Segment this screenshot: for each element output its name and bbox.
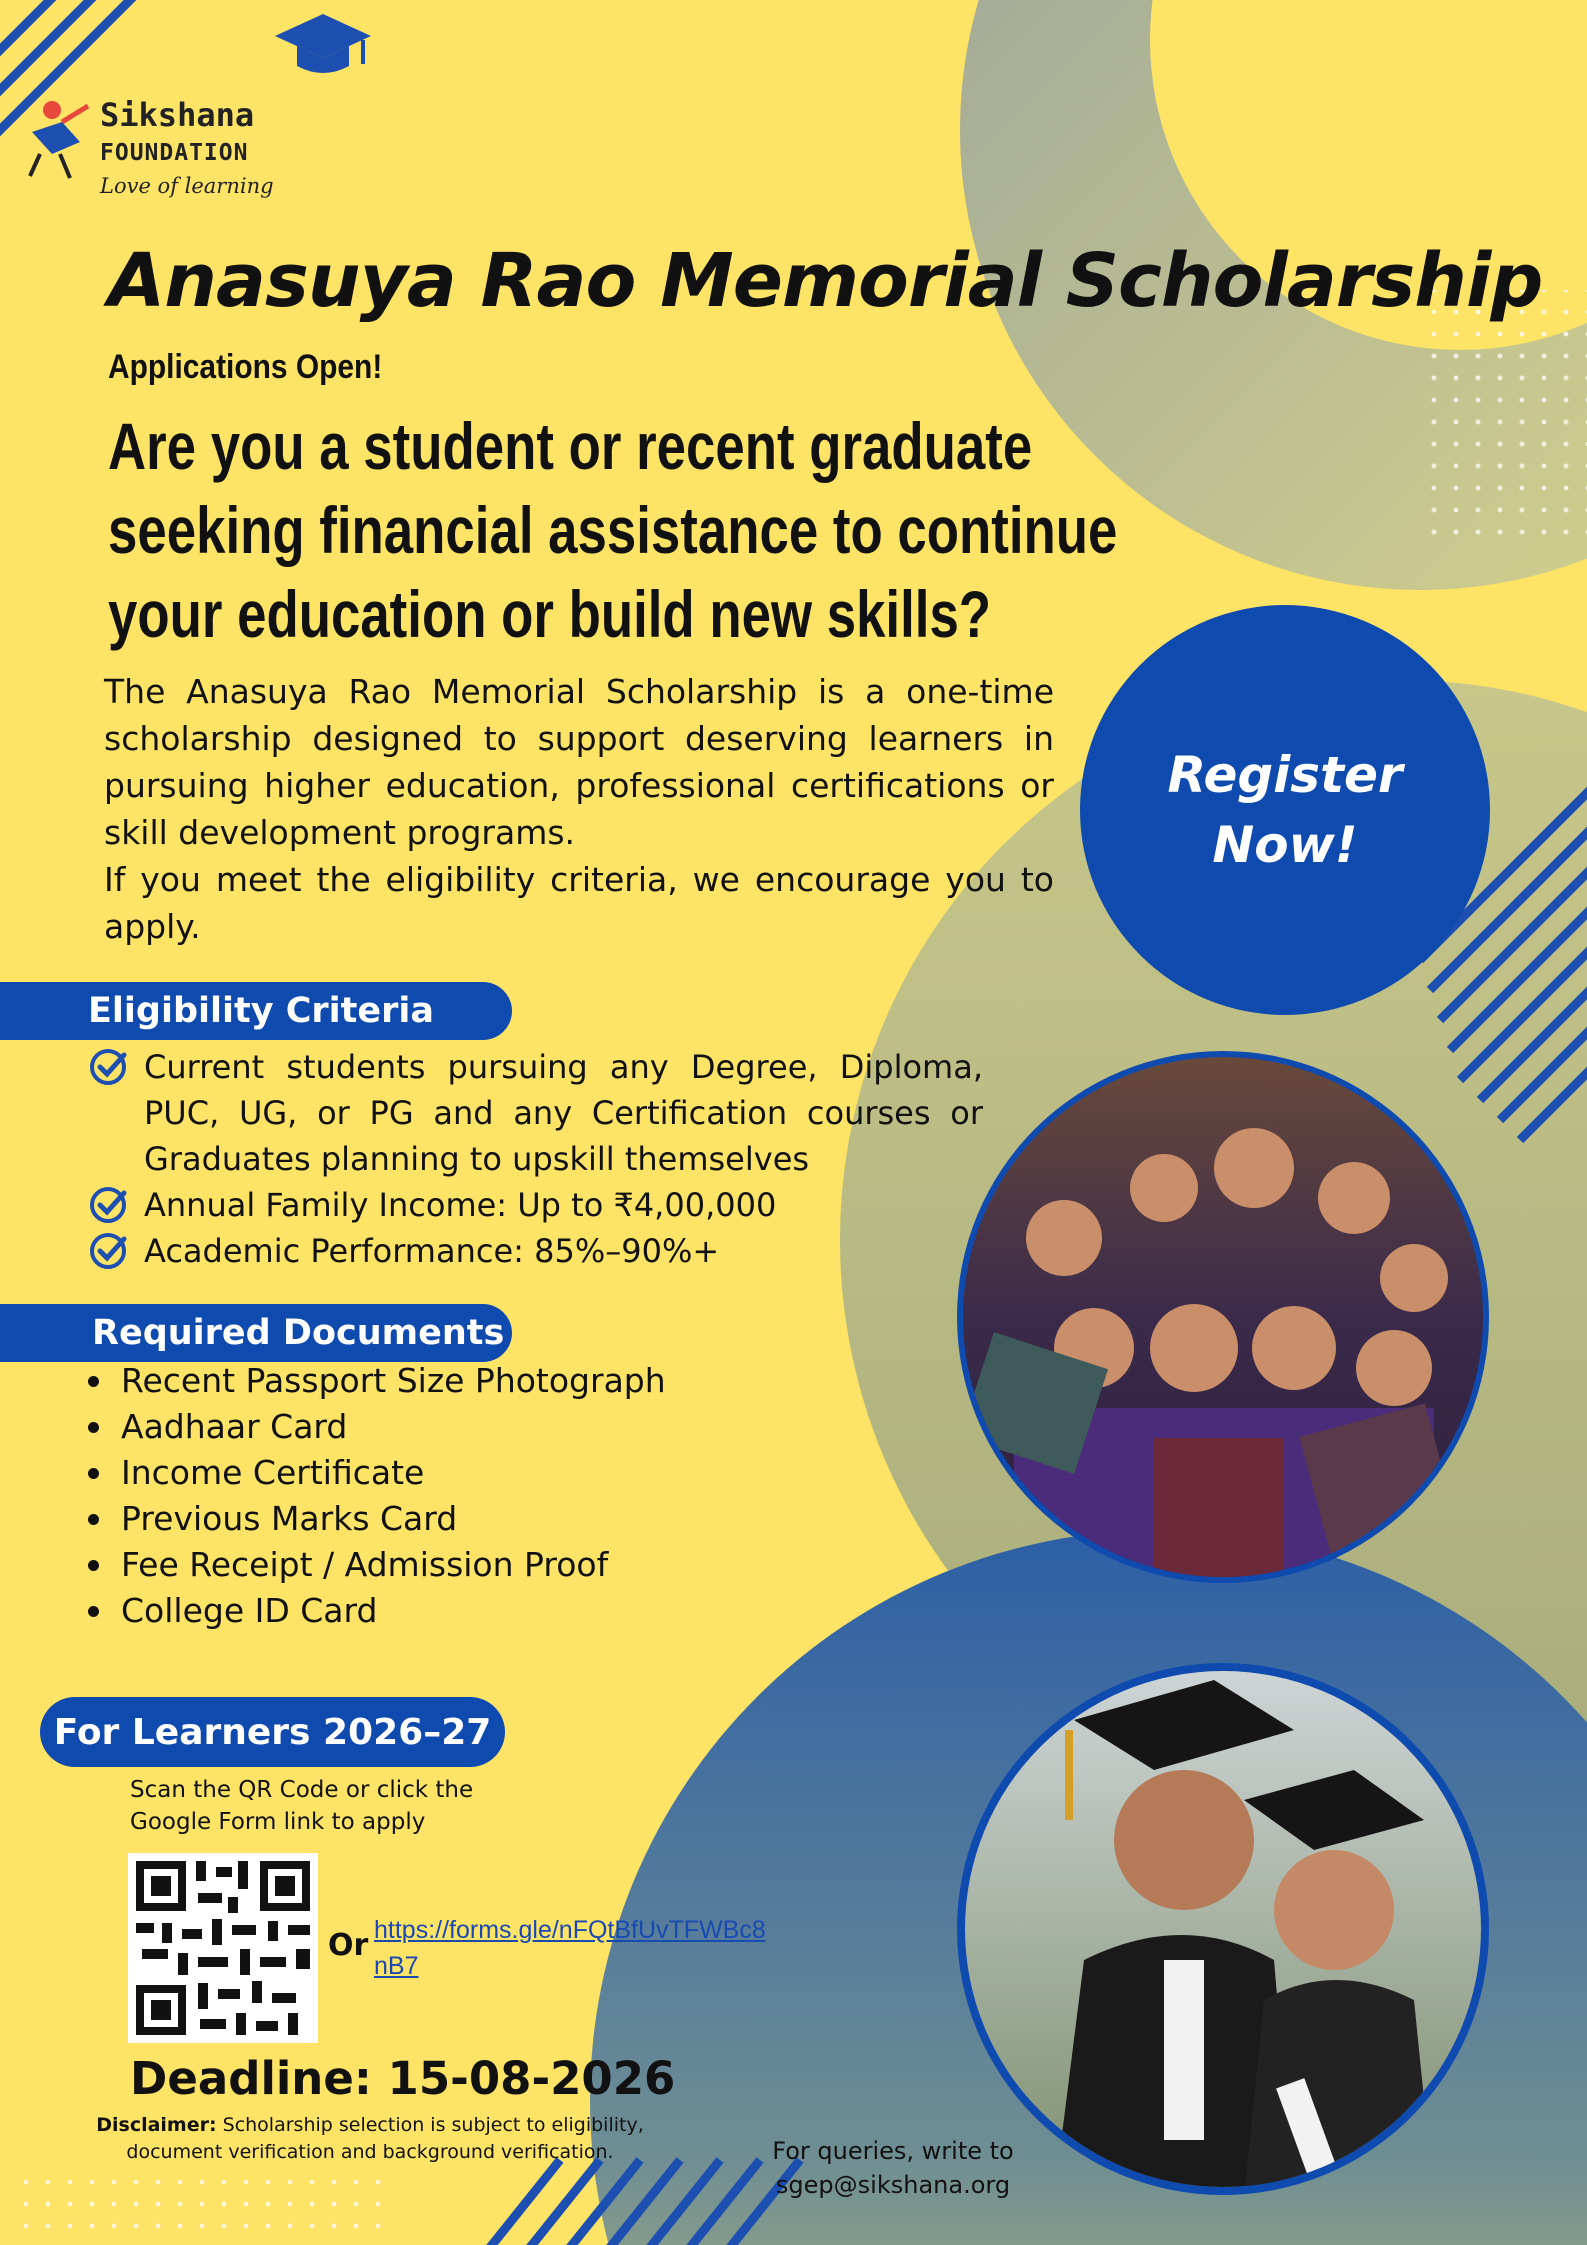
bullet xyxy=(88,1606,99,1617)
disclaimer-text: Scholarship selection is subject to eligibility, document verification and background verification. xyxy=(126,2114,644,2163)
eligibility-item-text: Annual Family Income: Up to ₹4,00,000 xyxy=(144,1186,777,1224)
bullet xyxy=(88,1514,99,1525)
documents-list xyxy=(88,1358,666,1634)
intro-text xyxy=(104,668,1054,950)
register-now-button[interactable] xyxy=(1080,605,1490,1015)
check-circle-icon xyxy=(88,1047,128,1087)
graduation-cap-icon xyxy=(275,14,371,73)
dots-top-right xyxy=(1430,290,1587,550)
disclaimer-label: Disclaimer: xyxy=(96,2114,217,2136)
document-item-text: Fee Receipt / Admission Proof xyxy=(121,1545,609,1584)
check-circle-icon xyxy=(88,1231,128,1271)
eligibility-heading: Eligibility Criteria xyxy=(0,982,512,1040)
bullet xyxy=(88,1422,99,1433)
intro-paragraph-2: If you meet the eligibility criteria, we encourage you to apply. xyxy=(104,860,1054,946)
document-item-text: Aadhaar Card xyxy=(121,1407,348,1446)
students-group-photo xyxy=(954,1048,1492,1586)
bullet xyxy=(88,1560,99,1571)
eligibility-item-text: Current students pursuing any Degree, Diploma, PUC, UG, or PG and any Certification courses or Graduates planning to upskill themselves xyxy=(144,1048,983,1178)
document-item xyxy=(88,1404,666,1450)
applications-open: Applications Open! xyxy=(108,348,383,386)
or-label: Or xyxy=(328,1928,369,1963)
logo-tagline: Love of learning xyxy=(100,174,274,198)
bullet xyxy=(88,1376,99,1387)
check-circle-icon xyxy=(88,1185,128,1225)
eligibility-item-text: Academic Performance: 85%–90%+ xyxy=(144,1232,720,1270)
learners-badge: For Learners 2026–27 xyxy=(40,1697,505,1767)
document-item xyxy=(88,1542,666,1588)
logo-mark xyxy=(22,92,102,182)
contact-email[interactable]: sgep@sikshana.org xyxy=(775,2171,1011,2199)
queries xyxy=(748,2134,1038,2202)
documents-heading: Required Documents xyxy=(0,1304,512,1362)
deadline: Deadline: 15-08-2026 xyxy=(130,2052,676,2105)
document-item xyxy=(88,1496,666,1542)
document-item-text: Income Certificate xyxy=(121,1453,425,1492)
document-item xyxy=(88,1450,666,1496)
scan-instructions: Scan the QR Code or click the Google Form link to apply xyxy=(130,1777,474,1835)
eligibility-item xyxy=(88,1228,983,1274)
graduates-photo xyxy=(954,1660,1492,2198)
queries-text: For queries, write to xyxy=(772,2137,1014,2165)
logo-name: Sikshana xyxy=(100,96,255,134)
bullet xyxy=(88,1468,99,1479)
eligibility-item xyxy=(88,1044,983,1182)
document-item xyxy=(88,1588,666,1634)
intro-paragraph-1: The Anasuya Rao Memorial Scholarship is a one-time scholarship designed to support deserving learners in pursuing higher education, professional certifications or skill development programs. xyxy=(104,672,1054,852)
google-form-link[interactable]: https://forms.gle/nFQtBfUvTFWBc8nB7 xyxy=(374,1916,766,1980)
document-item-text: College ID Card xyxy=(121,1591,378,1630)
disclaimer xyxy=(60,2112,680,2166)
document-item-text: Recent Passport Size Photograph xyxy=(121,1361,666,1400)
eligibility-item xyxy=(88,1182,983,1228)
document-item-text: Previous Marks Card xyxy=(121,1499,458,1538)
eligibility-list xyxy=(88,1044,983,1274)
register-label: Register Now! xyxy=(1167,746,1403,874)
qr-code[interactable] xyxy=(128,1853,318,2043)
document-item xyxy=(88,1358,666,1404)
logo-subtitle: FOUNDATION xyxy=(100,140,249,166)
page-title: Anasuya Rao Memorial Scholarship xyxy=(108,238,1543,324)
dots-bottom-left xyxy=(10,2180,390,2245)
headline-question: Are you a student or recent graduate seeking financial assistance to continue your education or build new skills? xyxy=(108,409,1118,651)
